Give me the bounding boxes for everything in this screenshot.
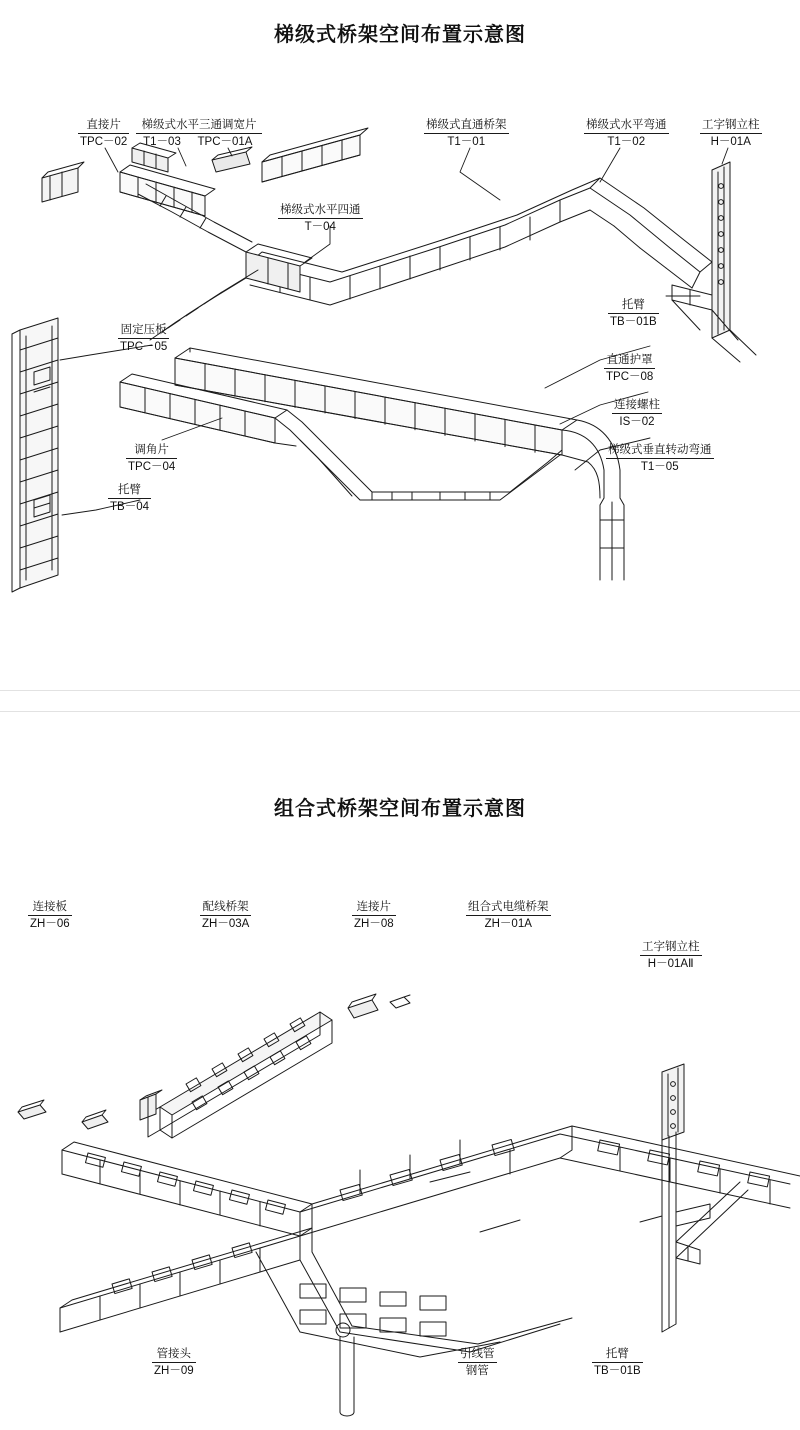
callout-pipe-joint: 管接头 ZH－09 xyxy=(154,1348,194,1378)
page-title-1: 梯级式桥架空间布置示意图 xyxy=(274,24,526,46)
combined-diagram-artwork xyxy=(0,712,800,1430)
callout-combined-cable-tray: 组合式电缆桥架 ZH－01A xyxy=(468,901,549,931)
callout-straight-connector: 直接片 TPC－02 xyxy=(80,119,128,149)
callout-ladder-horizontal-tee-width-adjust: 梯级式水平三通调宽片 T1－03 TPC－01A xyxy=(136,118,262,150)
callout-wiring-tray: 配线桥架 ZH－03A xyxy=(202,901,250,931)
callout-connecting-plate: 连接片 ZH－08 xyxy=(354,901,394,931)
callout-ladder-straight-tray: 梯级式直通桥架 T1－01 xyxy=(426,119,507,149)
callout-bracket-tb01b-2: 托臂 TB－01B xyxy=(594,1348,641,1378)
callout-connecting-board: 连接板 ZH－06 xyxy=(30,901,70,931)
combined-type-svg xyxy=(0,712,800,1430)
main-lower-ladder-run xyxy=(175,348,577,455)
callout-connecting-bolt-column: 连接螺柱 IS－02 xyxy=(614,399,660,429)
wiring-tray xyxy=(148,1012,332,1138)
i-beam-column xyxy=(672,162,756,362)
callout-bracket-tb01b: 托臂 TB－01B xyxy=(610,299,657,329)
callout-i-beam-column-2: 工字钢立柱 H－01AⅡ xyxy=(642,941,700,971)
combined-small-pieces xyxy=(430,1172,520,1232)
callout-angle-adjust-plate: 调角片 TPC－04 xyxy=(128,444,176,474)
ladder-diagram-artwork xyxy=(0,0,800,690)
callout-bracket-tb04: 托臂 TB－04 xyxy=(110,484,149,514)
combined-tray-left-arm xyxy=(62,1142,312,1236)
callout-lead-in-pipe: 引线管 钢管 xyxy=(460,1348,495,1378)
callout-ladder-horizontal-elbow: 梯级式水平弯通 T1－02 xyxy=(586,119,667,149)
combined-tray-lower-arm xyxy=(60,1228,312,1332)
panel-ladder-type xyxy=(0,0,800,690)
callout-i-beam-column: 工字钢立柱 H－01A xyxy=(702,119,760,149)
i-beam-column-2 xyxy=(640,1064,748,1332)
connecting-plate-piece xyxy=(348,994,410,1018)
combined-tray-center-branch xyxy=(256,1204,572,1416)
callout-ladder-horizontal-cross: 梯级式水平四通 T－04 xyxy=(280,204,361,234)
panel-combined-type xyxy=(0,712,800,1430)
callout-ladder-vertical-rotating-elbow: 梯级式垂直转动弯通 T1－05 xyxy=(608,444,712,474)
horizontal-cross xyxy=(246,244,312,292)
callout-fixing-plate: 固定压板 TPC－05 xyxy=(120,324,168,354)
combined-tray-right-arm xyxy=(300,1126,800,1236)
page-title-2: 组合式桥架空间布置示意图 xyxy=(274,798,526,820)
callout-straight-cover: 直通护罩 TPC－08 xyxy=(606,354,654,384)
connecting-board-pieces xyxy=(18,1090,162,1129)
upper-ladder-run xyxy=(42,128,712,305)
panel-divider xyxy=(0,690,800,712)
left-vertical-ladder xyxy=(12,318,58,592)
